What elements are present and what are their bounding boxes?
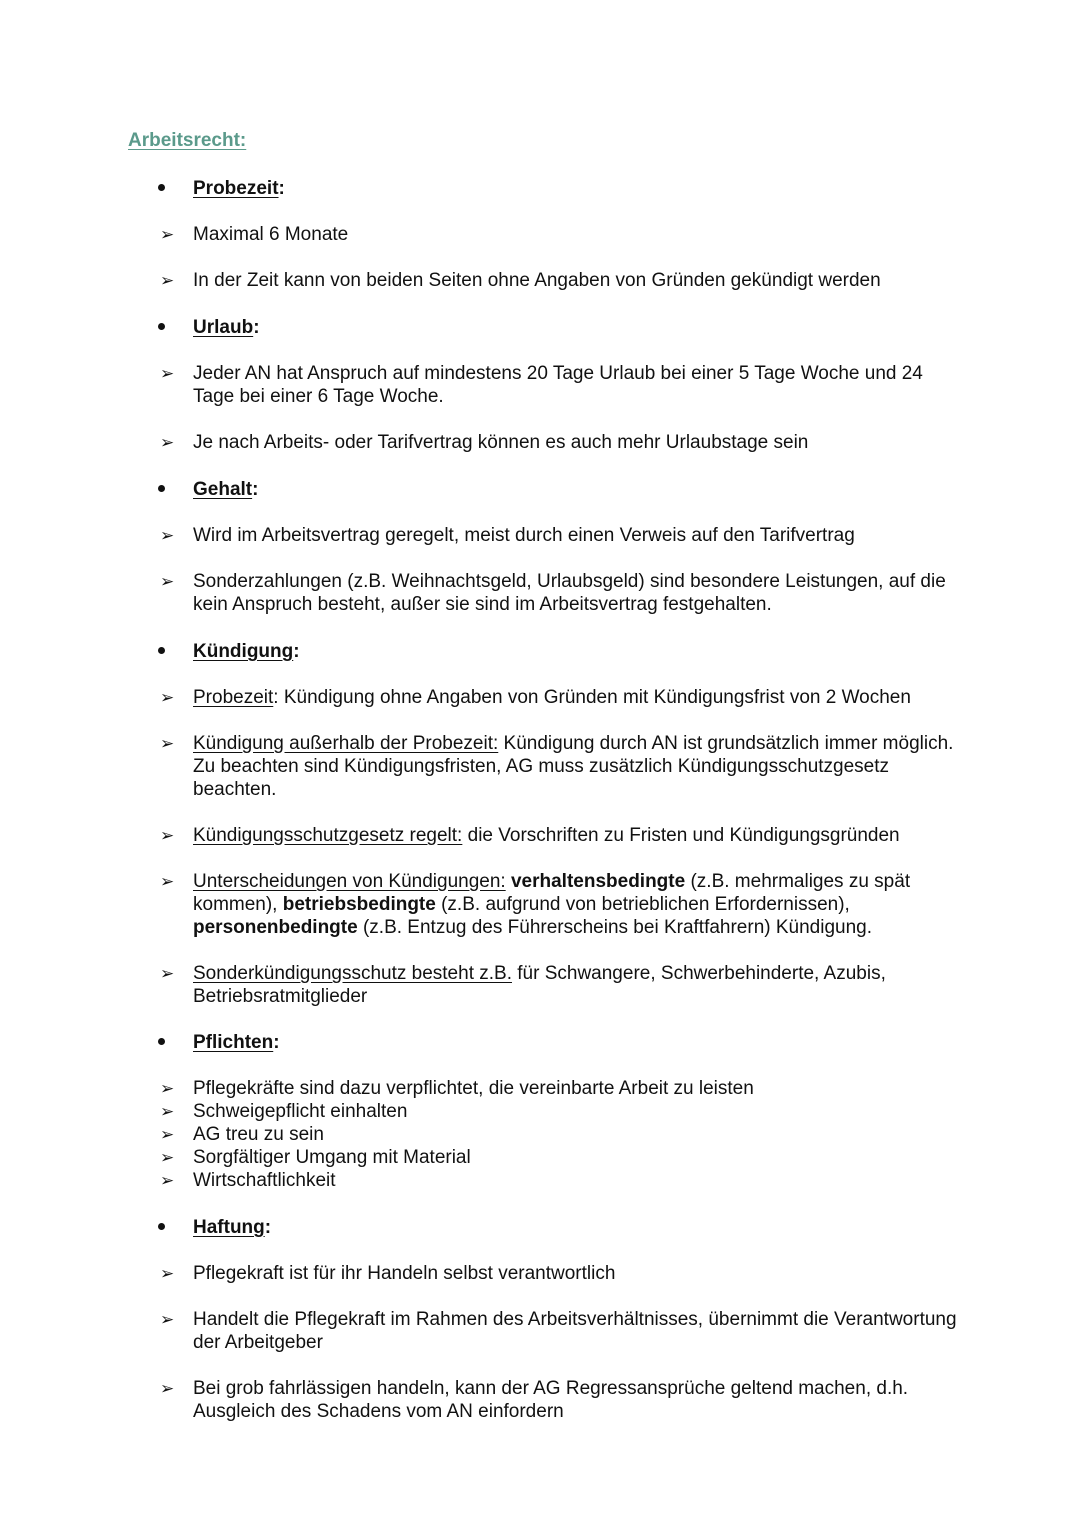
bullet-icon (158, 316, 180, 339)
page-title: Arbeitsrecht: (128, 130, 247, 151)
arrow-icon: ➢ (160, 1171, 175, 1190)
arrow-icon: ➢ (160, 1310, 175, 1329)
arrow-icon: ➢ (160, 826, 175, 845)
arrow-icon: ➢ (160, 1079, 175, 1098)
arrow-icon: ➢ (160, 964, 175, 983)
arrow-icon: ➢ (160, 1125, 175, 1144)
bullet-icon (158, 177, 180, 200)
arrow-icon: ➢ (160, 433, 175, 452)
arrow-icon: ➢ (160, 1148, 175, 1167)
bullet-icon (158, 640, 180, 663)
arrow-icon: ➢ (160, 1264, 175, 1283)
bullet-icon (158, 478, 180, 501)
arrow-icon: ➢ (160, 688, 175, 707)
arrow-icon: ➢ (160, 1379, 175, 1398)
bullet-icon (158, 1031, 180, 1054)
arrow-icon: ➢ (160, 1102, 175, 1121)
arrow-icon: ➢ (160, 872, 175, 891)
arrow-icon: ➢ (160, 271, 175, 290)
arrow-icon: ➢ (160, 572, 175, 591)
arrow-icon: ➢ (160, 225, 175, 244)
arrow-icon: ➢ (160, 364, 175, 383)
document-page: Arbeitsrecht: Probezeit: ➢ Maximal 6 Monate ➢ In der Zeit kann von beiden Seiten ohne Angaben von Gründen gekündigt werden Urlaub: ➢ Jeder AN hat Anspruch auf mindestens 20 Tage Urlaub bei einer 5 Tage Woche und 24 Tage bei einer 6 Tage Woche. ➢ Je nach Arbeits- oder Tarifvertrag können es auch mehr Urlaubstage sein Gehalt: ➢ Wird im Arbeitsvertrag geregelt, meist durch einen Verweis auf den Tarifvertrag ➢ Sonderzahlungen (z.B. Weihnachtsgeld, Urlaubsgeld) sind besondere Leistungen, auf die kein Anspruch besteht, außer sie sind im Arbeitsvertrag festgehalten. Kündigung: ➢ Probezeit: Kündigung ohne Angaben von Gründen mit Kündigungsfrist von 2 Wochen ➢ Kündigung außerhalb der Probezeit: Kündigung durch AN ist grundsätzlich immer möglich. Zu beachten sind Kündigungsfristen, AG muss zusätzlich Kündigungsschutzgesetz beachten. ➢ Kündigungsschutzgesetz regelt: die Vorschriften zu Fristen und Kündigungsgründen ➢ Unterscheidungen von Kündigungen: verhaltensbedingte (z.B. mehrmaliges zu spät kommen), betriebsbedingte (z.B. aufgrund von betrieblichen Erfordernissen), personenbedingte (z.B. Entzug des Führerscheins bei Kraftfahrern) Kündigung. ➢ Sonderkündigungsschutz besteht z.B. für Schwangere, Schwerbehinderte, Azubis, Betriebsratmitglieder Pflichten: ➢ Pflegekräfte sind dazu verpflichtet, die vereinbarte Arbeit zu leisten ➢ Schweigepflicht einhalten ➢ AG treu zu sein ➢ Sorgfältiger Umgang mit Material ➢ Wirtschaftlichkeit Haftung: ➢ Pflegekraft ist für ihr Handeln selbst verantwortlich ➢ Handelt die Pflegekraft im Rahmen des Arbeitsverhältnisses, übernimmt die Verantwortung der Arbeitgeber ➢ Bei grob fahrlässigen handeln, kann der AG Regressansprüche geltend machen, d.h. Ausgleich des Schadens vom AN einfordern (128, 130, 957, 1422)
arrow-icon: ➢ (160, 734, 175, 753)
arrow-icon: ➢ (160, 526, 175, 545)
bullet-icon (158, 1216, 180, 1239)
